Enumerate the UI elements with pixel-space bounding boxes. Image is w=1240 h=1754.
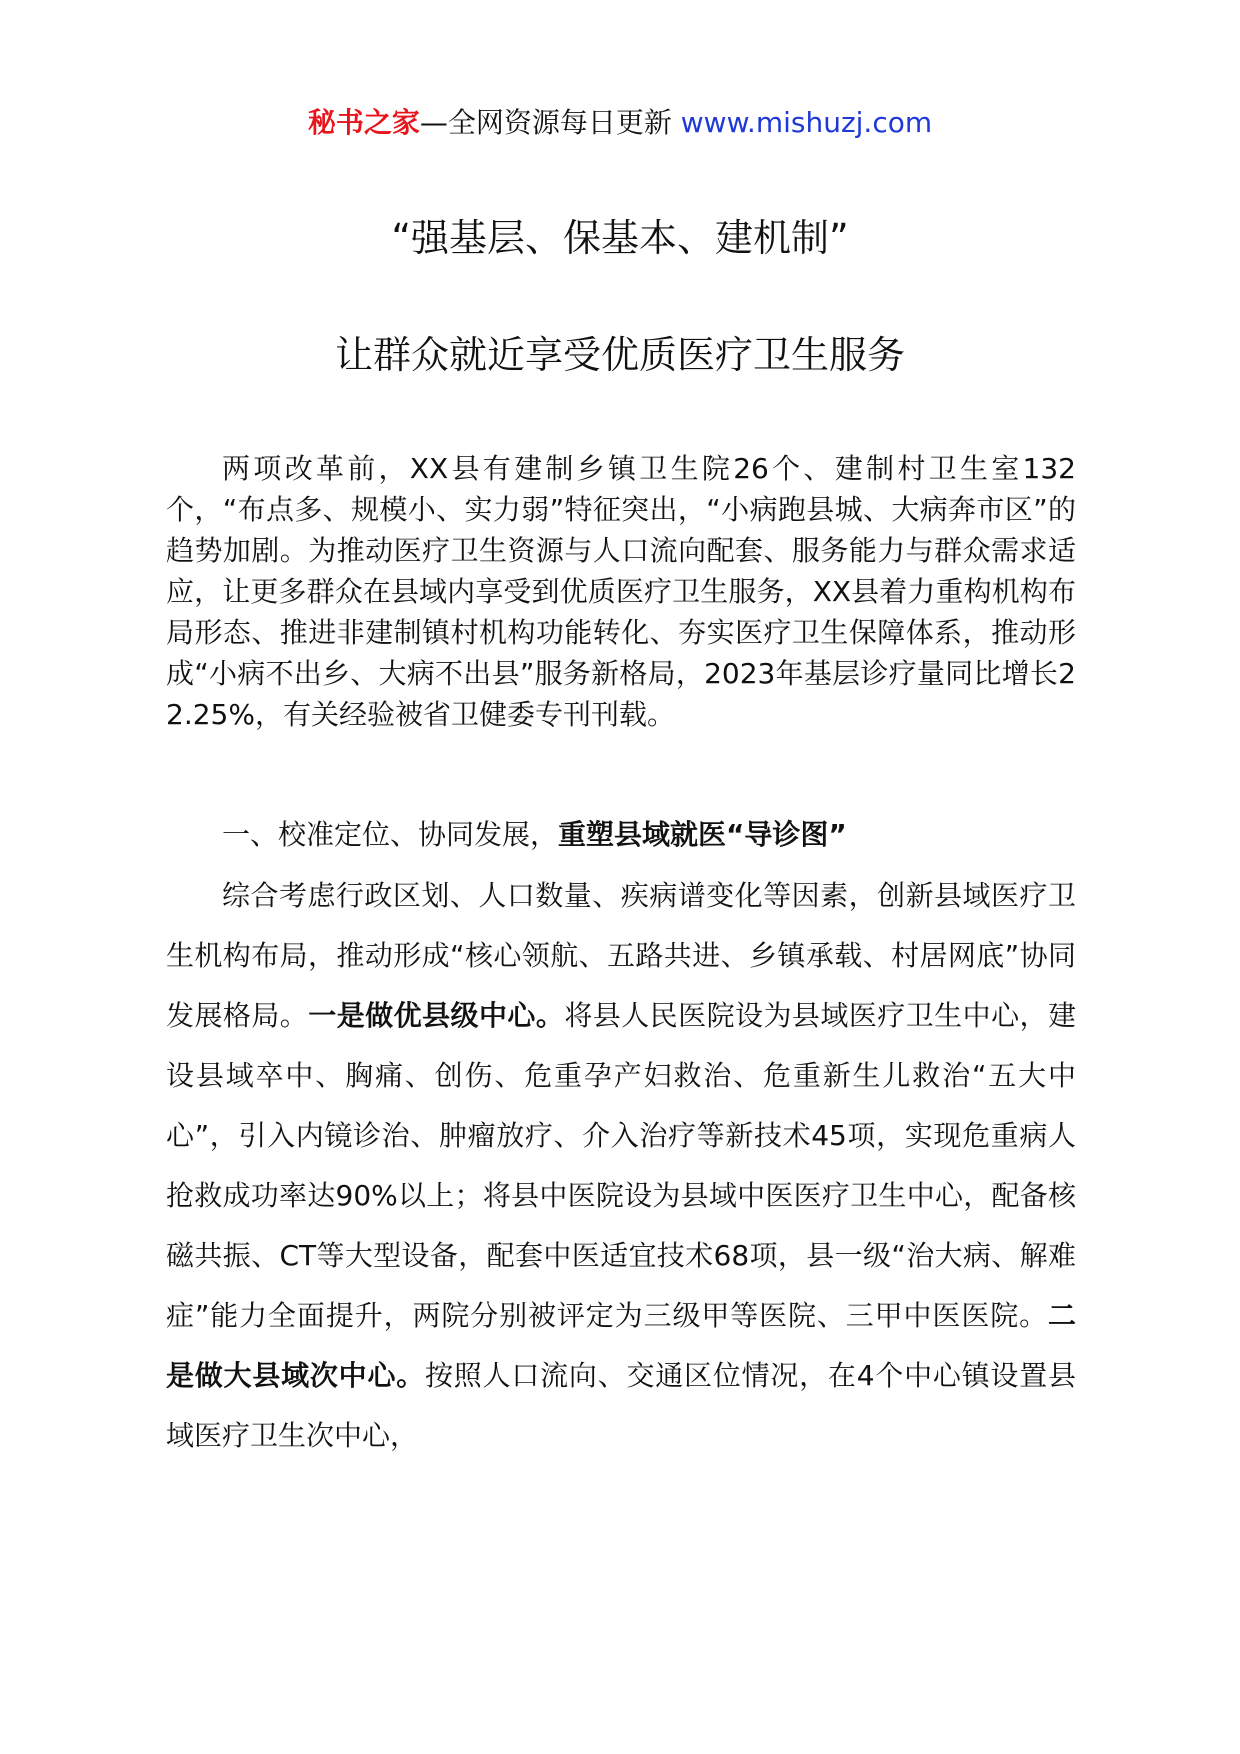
section-heading-part2: 重塑县域就医“导诊图” [558,818,847,851]
site-url-link[interactable]: www.mishuzj.com [680,106,933,139]
section-number: 一、 [222,818,279,851]
site-brand: 秘书之家 [307,106,420,139]
paragraph-section1 [166,866,1076,1466]
paragraph-section1-text [166,866,1076,1466]
point-two-heading: 二是做大县域次中心。 [166,1299,1076,1392]
point-one-heading: 一是做优县级中心。 [308,999,565,1032]
document-title-line2: 让群众就近享受优质医疗卫生服务 [334,333,905,377]
point-two-text: 按照人口流向、交通区位情况，在4个中心镇设置县域医疗卫生次中心， [166,1359,1076,1452]
paragraph-section1-intro: 综合考虑行政区划、人口数量、疾病谱变化等因素，创新县域医疗卫生机构布局，推动形成“核心领航、五路共进、乡镇承载、村居网底”协同发展格局。 [166,879,1076,1032]
section-heading-1 [166,814,1076,855]
site-header [0,103,1240,143]
paragraph-intro-text: 两项改革前，XX县有建制乡镇卫生院26个、建制村卫生室132个，“布点多、规模小、实力弱”特征突出，“小病跑县城、大病奔市区”的趋势加剧。为推动医疗卫生资源与人口流向配套、服务能力与群众需求适应，让更多群众在县域内享受到优质医疗卫生服务，XX县着力重构机构布局形态、推进非建制镇村机构功能转化、夯实医疗卫生保障体系，推动形成“小病不出乡、大病不出县”服务新格局，2023年基层诊疗量同比增长22.25%，有关经验被省卫健委专刊刊载。 [166,452,1076,731]
document-title-line1: “强基层、保基本、建机制” [391,216,849,260]
point-one-text: 将县人民医院设为县域医疗卫生中心，建设县域卒中、胸痛、创伤、危重孕产妇救治、危重新生儿救治“五大中心”，引入内镜诊治、肿瘤放疗、介入治疗等新技术45项，实现危重病人抢救成功率达90%以上；将县中医院设为县域中医医疗卫生中心，配备核磁共振、CT等大型设备，配套中医适宜技术68项，县一级“治大病、解难症”能力全面提升，两院分别被评定为三级甲等医院、三甲中医医院。 [166,999,1076,1332]
paragraph-intro [166,448,1076,735]
section-heading-part1: 校准定位、协同发展， [278,818,559,851]
site-tagline: —全网资源每日更新 [419,106,681,139]
